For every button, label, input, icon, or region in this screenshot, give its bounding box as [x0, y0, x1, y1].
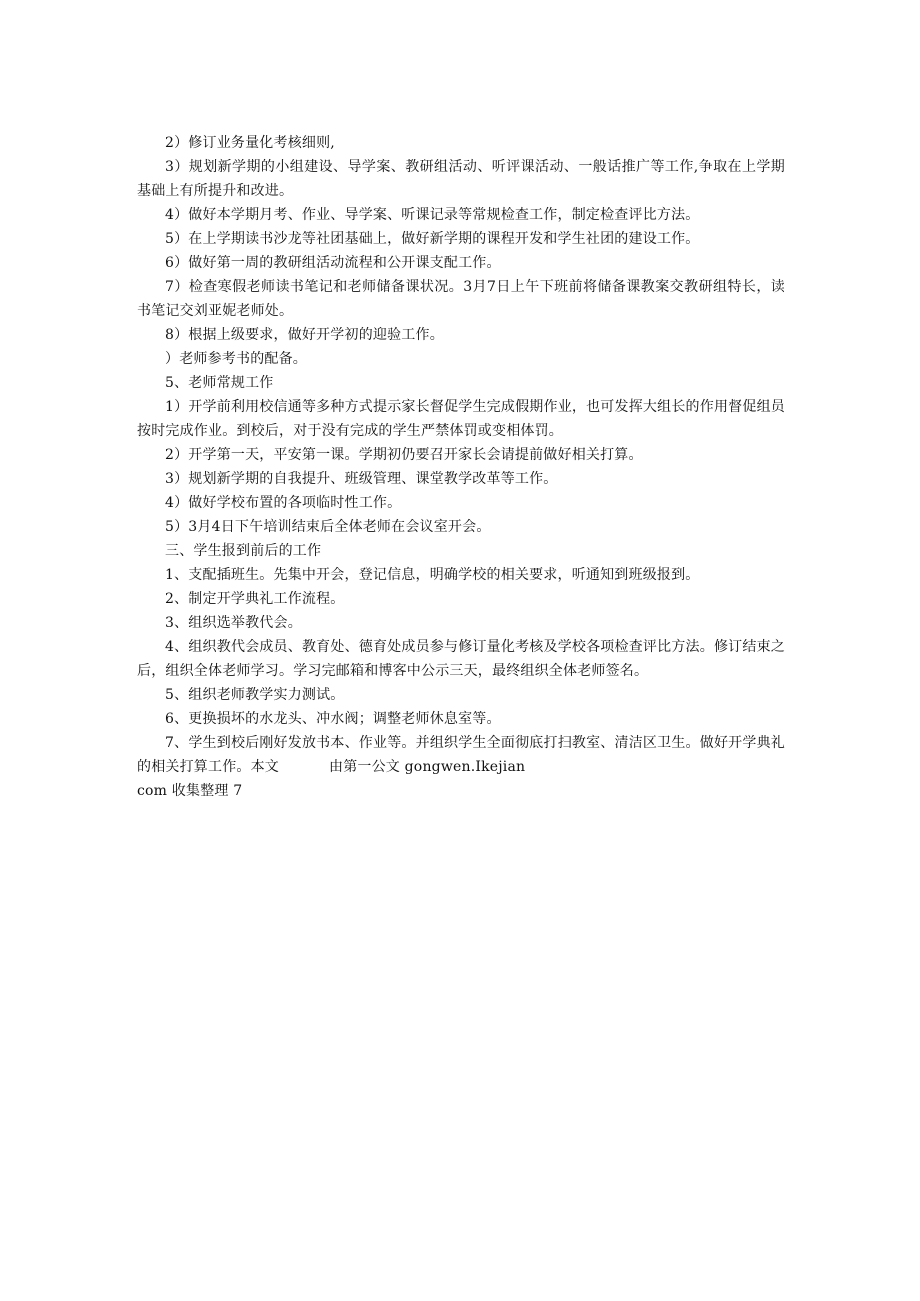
paragraph: 3）规划新学期的自我提升、班级管理、课堂教学改革等工作。 — [165, 471, 558, 487]
paragraph: 8）根据上级要求，做好开学初的迎验工作。 — [165, 327, 444, 343]
last-paragraph — [137, 731, 785, 779]
last-paragraph-text: 7、学生到校后刚好发放书本、作业等。并组织学生全面彻底打扫教室、清洁区卫生。做好开学典礼的相关打算工作。本文 — [137, 735, 785, 775]
paragraph: 1、支配插班生。先集中开会，登记信息，明确学校的相关要求，听通知到班级报到。 — [165, 567, 700, 583]
paragraph: 2）开学第一天，平安第一课。学期初仍要召开家长会请提前做好相关打算。 — [165, 447, 643, 463]
paragraph: 5、组织老师教学实力测试。 — [165, 687, 345, 703]
paragraph: 3、组织选举教代会。 — [165, 615, 302, 631]
source-credit: 由第一公文 gongwen.Ikejian — [329, 759, 526, 775]
paragraph: 1）开学前利用校信通等多种方式提示家长督促学生完成假期作业，也可发挥大组长的作用督促组员按时完成作业。到校后，对于没有完成的学生严禁体罚或变相体罚。 — [137, 399, 785, 439]
paragraph: 2、制定开学典礼工作流程。 — [165, 591, 345, 607]
paragraph: 4、组织教代会成员、教育处、德育处成员参与修订量化考核及学校各项检查评比方法。修订结束之后，组织全体老师学习。学习完邮箱和博客中公示三天，最终组织全体老师签名。 — [137, 639, 785, 679]
paragraph: 5）3月4日下午培训结束后全体老师在会议室开会。 — [165, 519, 491, 535]
document-body — [137, 131, 785, 803]
paragraph: 6）做好第一周的教研组活动流程和公开课支配工作。 — [165, 255, 501, 271]
footer-line: com 收集整理 7 — [137, 783, 243, 799]
paragraph: 6、更换损坏的水龙头、冲水阀；调整老师休息室等。 — [165, 711, 501, 727]
section-heading: 5、老师常规工作 — [165, 375, 274, 391]
paragraph: 4）做好本学期月考、作业、导学案、听课记录等常规检查工作，制定检查评比方法。 — [165, 207, 700, 223]
paragraph: ）老师参考书的配备。 — [165, 351, 307, 367]
paragraph: 5）在上学期读书沙龙等社团基础上，做好新学期的课程开发和学生社团的建设工作。 — [165, 231, 700, 247]
paragraph: 2）修订业务量化考核细则, — [165, 135, 335, 151]
paragraph: 3）规划新学期的小组建设、导学案、教研组活动、听评课活动、一般话推广等工作,争取在上学期基础上有所提升和改进。 — [137, 159, 785, 199]
section-heading: 三、学生报到前后的工作 — [165, 543, 322, 559]
paragraph: 7）检查寒假老师读书笔记和老师储备课状况。3月7日上午下班前将储备课教案交教研组特长，读书笔记交刘亚妮老师处。 — [137, 279, 785, 319]
paragraph: 4）做好学校布置的各项临时性工作。 — [165, 495, 402, 511]
